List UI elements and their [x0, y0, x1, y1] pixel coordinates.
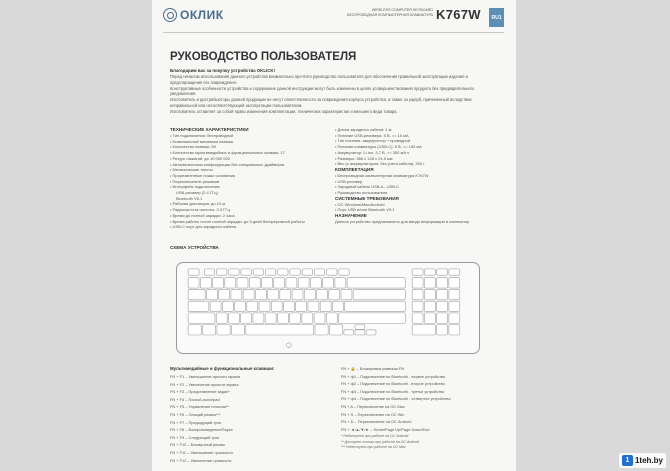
keyboard-key — [231, 289, 242, 299]
watermark-text: 1teh.by — [634, 456, 663, 465]
keyboard-key — [225, 278, 236, 288]
keyboard-key — [283, 301, 294, 311]
keyboard-key — [339, 269, 349, 275]
keyboard-key — [213, 278, 224, 288]
keyboard-key — [278, 269, 288, 275]
spec-item: • Количество мультимедийных и функциональных клавиш: 17 — [170, 150, 330, 156]
keyboard-key — [335, 278, 346, 288]
spec-item: • Количество клавиш: 98 — [170, 144, 330, 150]
fn-item: FN + F1 – Уменьшение яркости экрана — [170, 374, 241, 379]
keyboard-key — [424, 301, 435, 311]
fn-item: FN + F11 – Уменьшение громкости — [170, 449, 233, 455]
purpose-text: Данное устройство предназначено для ввода информации в компьютер. — [335, 219, 471, 225]
site-watermark — [619, 453, 666, 468]
subtitle-ru: БЕСПРОВОДНАЯ КОМПЬЮТЕРНАЯ КЛАВИАТУРА — [347, 13, 433, 17]
keyboard-key — [344, 330, 354, 335]
keyboard-key — [314, 269, 324, 275]
fn-note: *** Недоступно при работе на ОС Mac — [341, 445, 406, 450]
keyboard-key — [437, 313, 448, 323]
keyboard-key — [188, 278, 199, 288]
keyboard-key — [216, 313, 227, 323]
fn-item: FN + ◄/▲/▼/► – Home/Page Up/Page Down/End — [341, 426, 430, 432]
fn-item: FN + F5 – Управление голосом** — [170, 404, 229, 410]
fn-item: FN + S – Переключение на ОС Win — [341, 411, 405, 417]
keyboard-key — [188, 325, 201, 335]
fn-item: FN + F9 – Следующий трек — [170, 434, 220, 440]
fn-item: FN + ф4 – Подключение по Bluetooth - четвертое устройство — [341, 396, 451, 402]
manual-page — [152, 0, 516, 471]
keyboard-key — [314, 313, 325, 323]
sys-item: • Порт USB и/или Bluetooth V5.1 — [335, 207, 505, 213]
keyboard-key — [286, 278, 297, 288]
fn-list-left — [170, 373, 335, 464]
specs-heading: ТЕХНИЧЕСКИЕ ХАРАКТЕРИСТИКИ — [170, 127, 249, 132]
spec-subitem: USB-ресивер (2.4 ГГц) — [176, 190, 218, 196]
keyboard-key — [222, 301, 233, 311]
keyboard-key — [219, 289, 230, 299]
fn-note: * Недоступно при работе на ОС Android — [341, 434, 409, 438]
keyboard-key — [304, 289, 315, 299]
keyboard-key — [412, 325, 435, 335]
keyboard-key — [449, 325, 460, 335]
keyboard-key — [206, 289, 217, 299]
keyboard-key — [355, 330, 365, 335]
fn-item: FN + F6 – Спящий режим*** — [170, 411, 221, 417]
spec-item: • Механические тексты — [170, 167, 330, 173]
keyboard-key — [231, 325, 244, 335]
keyboard-key — [255, 289, 266, 299]
keyboard-key — [353, 289, 405, 299]
keyboard-key — [203, 325, 216, 335]
keyboard-key — [317, 289, 328, 299]
keyboard-key — [327, 269, 337, 275]
keyboard-key — [355, 325, 365, 330]
keyboard-key — [449, 313, 460, 323]
fn-item: FN + F7 – Предыдущий трек — [170, 419, 222, 425]
keyboard-key — [449, 278, 460, 288]
keyboard-key — [237, 278, 248, 288]
keyboard-key — [290, 313, 301, 323]
keyboard-key — [259, 301, 270, 311]
purpose-heading: НАЗНАЧЕНИЕ — [335, 213, 367, 219]
kit-heading: КОМПЛЕКТАЦИЯ — [335, 166, 374, 172]
keyboard-key — [437, 325, 448, 335]
fn-item: FN + F3 – Представление задач* — [170, 389, 230, 395]
header-divider — [163, 32, 504, 33]
spec-item: • Прорезиненные ножки основания — [170, 173, 330, 179]
keyboard-key — [249, 278, 260, 288]
watermark-logo-icon: 1 — [622, 455, 633, 466]
fn-item: FN + F2 – Увеличение яркости экрана — [170, 381, 239, 387]
spec-item: • Размеры: 366 х 128 х 24,5 мм — [335, 156, 505, 162]
keyboard-key — [265, 269, 275, 275]
fn-item: FN + D – Переключение на ОС Android — [341, 419, 412, 425]
keyboard-key — [200, 278, 211, 288]
keyboard-key — [210, 301, 221, 311]
fn-notes — [341, 434, 419, 451]
keyboard-key — [229, 269, 239, 275]
spec-item: • Номинальный механизм клавиш — [170, 139, 330, 145]
keyboard-key — [424, 313, 435, 323]
header-subtitle — [343, 8, 433, 18]
spec-item: • Радиочастота частоты: 2,4 ГГц — [170, 207, 330, 213]
keyboard-key — [292, 289, 303, 299]
keyboard-key — [261, 278, 272, 288]
subtitle-en: WIRELESS COMPUTER KEYBOARD — [371, 8, 433, 12]
specs-left — [170, 127, 330, 230]
keyboard-key — [315, 325, 328, 335]
language-badge: RU1 — [489, 8, 504, 27]
spec-item: • Переключатель режимов — [170, 179, 330, 185]
keyboard-key — [326, 313, 337, 323]
fn-item: FN + ф2 – Подключение по Bluetooth - второе устройство — [341, 381, 445, 387]
keyboard-key — [235, 301, 246, 311]
intro-paragraph: Перед началом использования данного устройства внимательно прочтите руководство пользователя для обеспечения правильной эксплуатации изделия и предотвращения его повреждения. — [170, 74, 468, 85]
intro-paragraph: Изготовитель и дистрибьюторы данной продукции не несут ответственности за повреждения корпуса устройства, а также за ущерб, причиненный вследствие неправильной или несоответствующей эксплуатации пользователем. — [170, 97, 472, 108]
keyboard-key — [347, 278, 405, 288]
keyboard-key — [296, 301, 307, 311]
model-name: K767W — [436, 7, 481, 22]
page-title: РУКОВОДСТВО ПОЛЬЗОВАТЕЛЯ — [170, 51, 357, 63]
kit-item: • Беспроводная компьютерная клавиатура K767W — [335, 173, 505, 179]
fn-item: FN + F4 – Поиск/Launchpad — [170, 396, 220, 402]
keyboard-key — [366, 330, 376, 335]
sys-heading: СИСТЕМНЫЕ ТРЕБОВАНИЯ — [335, 195, 399, 201]
intro-paragraph: Изготовитель оставляет за собой право изменения комплектации, технических характеристик и внешнего вида товара. — [170, 108, 398, 114]
spec-item: • Длина зарядного кабеля: 1 м — [335, 127, 505, 133]
keyboard-key — [280, 289, 291, 299]
keyboard-key — [246, 325, 314, 335]
spec-item: • Аккумулятор: Li-ion, 3,7 В, == 350 мА·ч — [335, 150, 505, 156]
keyboard-key — [247, 301, 258, 311]
keyboard-key — [290, 269, 300, 275]
brand-logo-icon — [163, 8, 177, 22]
intro-section — [170, 68, 482, 115]
kit-item: • Руководство пользователя — [335, 190, 505, 196]
keyboard-key — [188, 269, 199, 275]
sys-item: • ОС Windows/Mac/Android — [335, 202, 505, 208]
keyboard-key — [204, 269, 214, 275]
fn-item: FN + F12 – Увеличение громкости — [170, 457, 232, 463]
spec-item: • Питание USB-ресивера: 5 В, == 10 мА — [335, 133, 505, 139]
spec-item: • USB-C порт для зарядного кабеля — [170, 224, 330, 230]
keyboard-key — [253, 313, 264, 323]
keyboard-key — [424, 269, 435, 275]
keyboard-key — [345, 301, 406, 311]
keyboard-key — [228, 313, 239, 323]
fn-item: FN + ф3 – Подключение по Bluetooth - третье устройство — [341, 388, 445, 394]
keyboard-key — [332, 301, 343, 311]
fn-item: FN + F8 – Воспроизведение/Пауза — [170, 427, 233, 433]
keyboard-key — [188, 313, 215, 323]
keyboard-diagram — [176, 262, 480, 354]
keyboard-key — [243, 289, 254, 299]
keyboard-logo-icon — [287, 343, 292, 348]
keyboard-key — [341, 289, 352, 299]
keyboard-key — [424, 278, 435, 288]
keyboard-key — [188, 289, 205, 299]
intro-lead: Благодарим вас за покупку устройства OKLICK! — [170, 68, 276, 73]
keyboard-key — [188, 301, 209, 311]
keyboard-key — [216, 269, 226, 275]
keyboard-key — [449, 301, 460, 311]
keyboard-key — [412, 301, 423, 311]
keyboard-key — [412, 278, 423, 288]
keyboard-key — [274, 278, 285, 288]
keyboard-key — [308, 301, 319, 311]
keyboard-key — [277, 313, 288, 323]
keyboard-key — [241, 269, 251, 275]
keyboard-key — [437, 269, 448, 275]
keyboard-key — [271, 301, 282, 311]
keyboard-key — [253, 269, 263, 275]
spec-item: • Ресурс нажатий: до 10 000 000 — [170, 156, 330, 162]
spec-item: • Тип подключения: беспроводной — [170, 133, 330, 139]
keyboard-key — [412, 289, 423, 299]
keyboard-key — [424, 289, 435, 299]
fn-item: FN + F10 – Беззвучный режим — [170, 442, 225, 448]
spec-item: • Тип питания: аккумулятор + проводной — [335, 138, 505, 144]
keyboard-key — [298, 278, 309, 288]
keyboard-key — [329, 325, 342, 335]
fn-item: FN + ф1 – Подключение по Bluetooth - первое устройство — [341, 373, 446, 379]
keyboard-key — [412, 269, 423, 275]
keyboard-key — [329, 289, 340, 299]
keyboard-key — [437, 278, 448, 288]
spec-item: • Рабочая дистанция: до 10 м — [170, 201, 330, 207]
keyboard-key — [323, 278, 334, 288]
spec-subitem: Bluetooth V5.1 — [176, 195, 203, 201]
keyboard-key — [310, 278, 321, 288]
fn-item: FN + A – Переключение на ОС Mac — [341, 403, 405, 409]
keyboard-key — [412, 313, 423, 323]
keyboard-key — [241, 313, 252, 323]
kit-item: • USB-ресивер — [335, 179, 505, 185]
keyboard-key — [302, 269, 312, 275]
keyboard-key — [449, 269, 460, 275]
fn-note: ** Доступно только при работе на ОС Android — [341, 439, 419, 444]
fn-item: FN + 🔒 – Блокировка клавиши FN — [341, 366, 405, 371]
keyboard-key — [339, 313, 406, 323]
keyboard-key — [437, 301, 448, 311]
spec-item: • Вес (с аккумулятором, без учета кабеля): 390 г — [335, 161, 505, 167]
specs-right — [335, 127, 505, 225]
spec-item: • Питание клавиатуры (USB-C): 5 В, == 150 мА — [335, 144, 505, 150]
fn-heading: Мультимедийные и функциональные клавиши: — [170, 366, 275, 371]
brand — [163, 8, 224, 22]
keyboard-key — [217, 325, 230, 335]
spec-item: • Время до полной зарядки: 2 часа — [170, 213, 330, 219]
brand-name: ОКЛИК — [180, 8, 224, 22]
scheme-heading: СХЕМА УСТРОЙСТВА — [170, 245, 219, 250]
spec-item: • Интерфейс подключения: — [170, 184, 330, 190]
kit-item: • Зарядный кабель USB-A - USB-C — [335, 184, 505, 190]
fn-list-right — [341, 365, 511, 433]
keyboard-key — [449, 289, 460, 299]
spec-item: • Время работы после полной зарядки: до 5 дней беспрерывной работы — [170, 219, 330, 225]
keyboard-key — [320, 301, 331, 311]
keyboard-key — [437, 289, 448, 299]
keyboard-key — [268, 289, 279, 299]
intro-paragraph: Конструктивные особенности устройства и содержание данной инструкции могут быть изменены в целях усовершенствования продукта без предварительного уведомления. — [170, 85, 475, 97]
keyboard-key — [265, 313, 276, 323]
keyboard-key — [302, 313, 313, 323]
spec-item: • Автоматическая конфигурация без специальных драйверов — [170, 162, 330, 168]
